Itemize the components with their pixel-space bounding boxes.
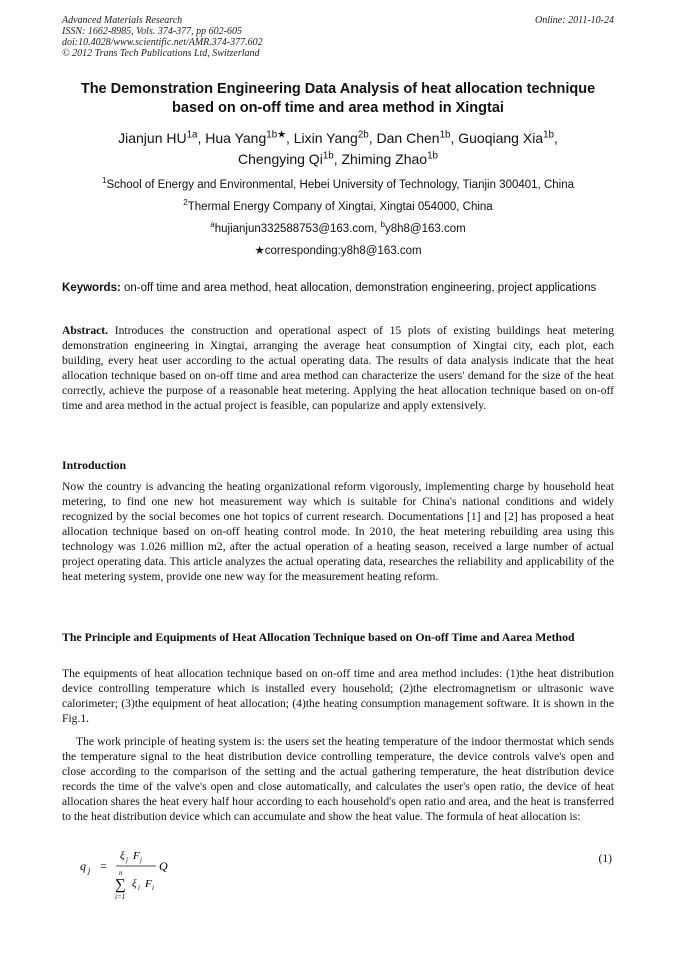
issn-line: ISSN: 1662-8985, Vols. 374-377, pp 602-605 bbox=[62, 26, 242, 37]
author: Zhiming Zhao$^{1b}$ bbox=[341, 150, 438, 167]
formula-graphic bbox=[80, 842, 230, 912]
doi-line: doi:10.4028/www.scientific.net/AMR.374-377.602 bbox=[62, 37, 263, 48]
section-heading-principle: The Principle and Equipments of Heat Allocation Technique based on On-off Time and Aarea Method bbox=[62, 630, 575, 644]
online-date: Online: 2011-10-24 bbox=[535, 15, 614, 26]
formula-num-xi: ξ bbox=[120, 850, 125, 862]
keywords: Keywords: on-off time and area method, heat allocation, demonstration engineering, project applications bbox=[62, 282, 597, 294]
journal-name: Advanced Materials Research bbox=[62, 15, 183, 26]
email-line: $^a$hujianjun332588753@163.com, $^b$y8h8@163.com bbox=[210, 220, 466, 235]
section-heading-introduction: Introduction bbox=[62, 458, 127, 472]
sum-sigma: ∑ bbox=[115, 877, 126, 893]
formula-lhs: q bbox=[80, 859, 86, 873]
author: Guoqiang Xia$^{1b}$ bbox=[458, 129, 554, 146]
formula-den-f: F bbox=[145, 878, 152, 890]
affiliation-2: $^2$Thermal Energy Company of Xingtai, Xingtai 054000, China bbox=[183, 198, 493, 213]
formula-lhs-sub: j bbox=[88, 866, 91, 875]
formula-equals: = bbox=[100, 859, 107, 873]
heat-allocation-formula bbox=[80, 842, 620, 912]
formula-den-f-sub: i bbox=[152, 884, 154, 892]
author: Dan Chen$^{1b}$ bbox=[376, 129, 451, 146]
sum-upper-limit: n bbox=[119, 869, 123, 877]
affiliation-1: $^1$School of Energy and Environmental, Hebei University of Technology, Tianjin 300401, China bbox=[101, 176, 574, 191]
formula-num-xi-sub: j bbox=[126, 856, 128, 864]
principle-paragraph-1: The equipments of heat allocation technique based on on-off time and area method includes: (1)the heat distribution device controlling temperature which is installed every household; (2)the electromagnetism or ultrasonic wave calorimeter; (3)the equipment of heat allocation; (4)the heating consumption management software. It is shown in the Fig.1. bbox=[62, 667, 614, 725]
introduction-paragraph: Now the country is advancing the heating organizational reform vigorously, implementing charge by household heat metering, to find one new hot measurement way which is suitable for China's national conditions and widely recognized by the social becomes one hot topics of current research. Documentations [1] and [2] has proposed a heat allocation technique based on on-off heating control mode. In 2010, the heat metering rebuilding area using this technology was 1.026 million m2, after the actual operation of a heating season, received a large number of actual project operating data. This article analyzes the actual operating data, researches the reliability and applicability of the heat metering system, provide one new way for the measurement heating reform. bbox=[62, 480, 614, 583]
author: Jianjun $HU^{1a}$ bbox=[118, 129, 198, 146]
principle-paragraph-2: The work principle of heating system is: the users set the heating temperature of the indoor thermostat which sends the temperature signal to the heat distribution device controlling temperature, the device controls valve's open and close according to the comparison of the setting and the actual gathering temperature, the heat distribution device records the time of the valve's open and close automatically, and calculates the user's open ratio, the device of heat allocation shares the heat every half hour according to each household's open ratio and area, and the heat is transferred to the heat distribution device which can accumulate and show the heat value. The formula of heat allocation is: bbox=[62, 735, 614, 823]
formula-q-total: Q bbox=[159, 859, 168, 873]
corresponding-email: ★corresponding:y8h8@163.com bbox=[254, 245, 422, 257]
author: Lixin Yang$^{2b}$ bbox=[293, 129, 369, 146]
sum-lower-limit: i=1 bbox=[115, 893, 126, 901]
paper-title: The Demonstration Engineering Data Analysis of heat allocation technique based on on-off time and area method in Xingtai bbox=[80, 81, 596, 116]
abstract: Abstract. Introduces the construction and operational aspect of 15 plots of existing buildings heat metering demonstration engineering in Xingtai, arranging the average heat consumption of Xingtai city, each plot, each building, every heat user according to the actual operating data. The results of data analysis indicate that the heat allocation technique based on on-off time and area method can characterize the users' demand for the size of the heat correctly, achieve the purpose of a reasonable heat metering. Applying the heat allocation technique based on on-off time and area method in the actual project is feasible, can popularize and apply extensively. bbox=[62, 324, 614, 412]
copyright-line: © 2012 Trans Tech Publications Ltd, Switzerland bbox=[62, 48, 260, 59]
formula-num-f: F bbox=[133, 850, 140, 862]
equation-number: (1) bbox=[598, 852, 612, 865]
formula-den-xi-sub: i bbox=[138, 884, 140, 892]
author: Hua Yang$^{1b★}$ bbox=[205, 129, 286, 146]
author-list: Jianjun $HU^{1a}$, Hua Yang$^{1b★}$, Lixin Yang$^{2b}$, Dan Chen$^{1b}$, Guoqiang Xia$^{1b}$, Chengying $Qi^{1b}$, Zhiming Zhao$^{1b}$ bbox=[118, 129, 558, 167]
journal-header bbox=[62, 15, 263, 59]
author: Chengying $Qi^{1b}$ bbox=[237, 150, 334, 167]
formula-den-xi: ξ bbox=[132, 878, 137, 890]
formula-num-f-sub: j bbox=[140, 856, 142, 864]
